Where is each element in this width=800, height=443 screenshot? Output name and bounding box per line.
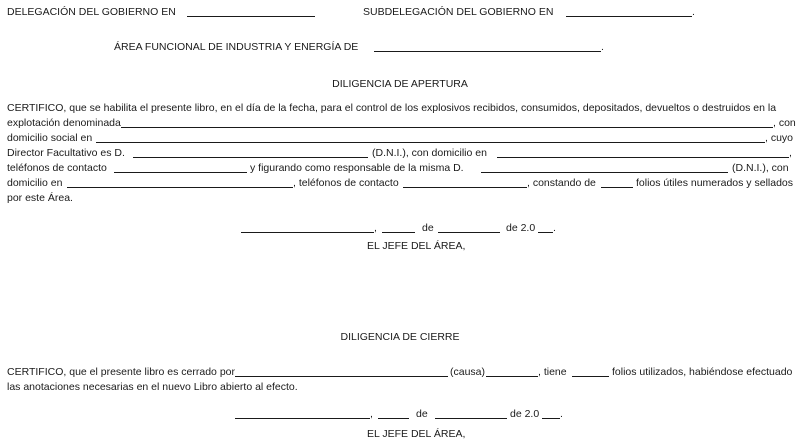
apertura-line6-mid2: , constando de	[527, 177, 596, 189]
apertura-date-end: .	[553, 222, 556, 234]
cierre-line1-mid2: , tiene	[538, 366, 567, 378]
responsable-blank[interactable]	[481, 172, 728, 173]
apertura-line4-start: Director Facultativo es D.	[7, 147, 125, 159]
subdelegacion-end: .	[692, 6, 695, 18]
cierre-month-blank[interactable]	[435, 418, 507, 419]
apertura-date-de1: de	[422, 222, 434, 234]
cierre-date-de1: de	[416, 408, 428, 420]
apertura-place-blank[interactable]	[241, 232, 374, 233]
apertura-line4-mid: (D.N.I.), con domicilio en	[372, 147, 487, 159]
cierre-date-comma: ,	[370, 408, 373, 420]
apertura-date-de2: de 2.0	[506, 222, 536, 234]
cierre-date-de2: de 2.0	[510, 408, 540, 420]
subdelegacion-label: SUBDELEGACIÓN DEL GOBIERNO EN	[363, 6, 554, 18]
delegacion-blank[interactable]	[187, 16, 315, 17]
apertura-line6-start: domicilio en	[7, 177, 63, 189]
telefonos-blank-1[interactable]	[114, 172, 247, 173]
cierre-day-blank[interactable]	[378, 418, 409, 419]
folios-blank[interactable]	[601, 187, 633, 188]
cierre-line1-mid1: (causa)	[450, 366, 486, 378]
apertura-year-blank[interactable]	[538, 232, 553, 233]
cierre-place-blank[interactable]	[235, 418, 370, 419]
apertura-line6-mid1: , teléfonos de contacto	[293, 177, 399, 189]
apertura-signature: EL JEFE DEL ÁREA,	[367, 240, 466, 252]
apertura-line5-start: teléfonos de contacto	[7, 162, 107, 174]
apertura-line4-end: ,	[789, 147, 792, 159]
cierre-line2: las anotaciones necesarias en el nuevo Libro abierto al efecto.	[7, 381, 298, 393]
cierre-date-end: .	[560, 408, 563, 420]
apertura-line2-end: , con	[773, 117, 796, 129]
cierre-line1-start: CERTIFICO, que el presente libro es cerrado por	[7, 366, 235, 378]
director-domicilio-blank[interactable]	[497, 157, 789, 158]
cierre-title: DILIGENCIA DE CIERRE	[340, 331, 460, 343]
apertura-title: DILIGENCIA DE APERTURA	[332, 78, 468, 90]
apertura-line6-end: folios útiles numerados y sellados	[636, 177, 793, 189]
apertura-line1: CERTIFICO, que se habilita el presente libro, en el día de la fecha, para el control de los explosivos recibidos, consumidos, depositados, devueltos o destruidos en la	[7, 102, 777, 114]
area-blank[interactable]	[374, 51, 601, 52]
apertura-line2-start: explotación denominada	[7, 117, 121, 129]
causa-detail-blank[interactable]	[486, 376, 538, 377]
subdelegacion-blank[interactable]	[566, 16, 692, 17]
folios-utilizados-blank[interactable]	[572, 376, 609, 377]
responsable-domicilio-blank[interactable]	[67, 187, 293, 188]
apertura-line3-start: domicilio social en	[7, 132, 93, 144]
cierre-line1-end: folios utilizados, habiéndose efectuado	[612, 366, 793, 378]
area-label: ÁREA FUNCIONAL DE INDUSTRIA Y ENERGÍA DE	[114, 41, 359, 53]
apertura-line5-end: (D.N.I.), con	[732, 162, 789, 174]
cierre-year-blank[interactable]	[542, 418, 560, 419]
apertura-month-blank[interactable]	[438, 232, 500, 233]
apertura-day-blank[interactable]	[382, 232, 415, 233]
apertura-date-comma: ,	[374, 222, 377, 234]
apertura-line7: por este Área.	[7, 192, 73, 204]
telefonos-blank-2[interactable]	[403, 187, 527, 188]
domicilio-social-blank[interactable]	[96, 142, 765, 143]
explotacion-blank[interactable]	[121, 127, 773, 128]
delegacion-label: DELEGACIÓN DEL GOBIERNO EN	[7, 6, 176, 18]
causa-blank[interactable]	[235, 376, 448, 377]
area-end: .	[601, 41, 604, 53]
apertura-line3-end: , cuyo	[765, 132, 794, 144]
apertura-line5-mid: y figurando como responsable de la misma D.	[250, 162, 464, 174]
cierre-signature: EL JEFE DEL ÁREA,	[367, 428, 466, 440]
director-blank[interactable]	[133, 157, 368, 158]
